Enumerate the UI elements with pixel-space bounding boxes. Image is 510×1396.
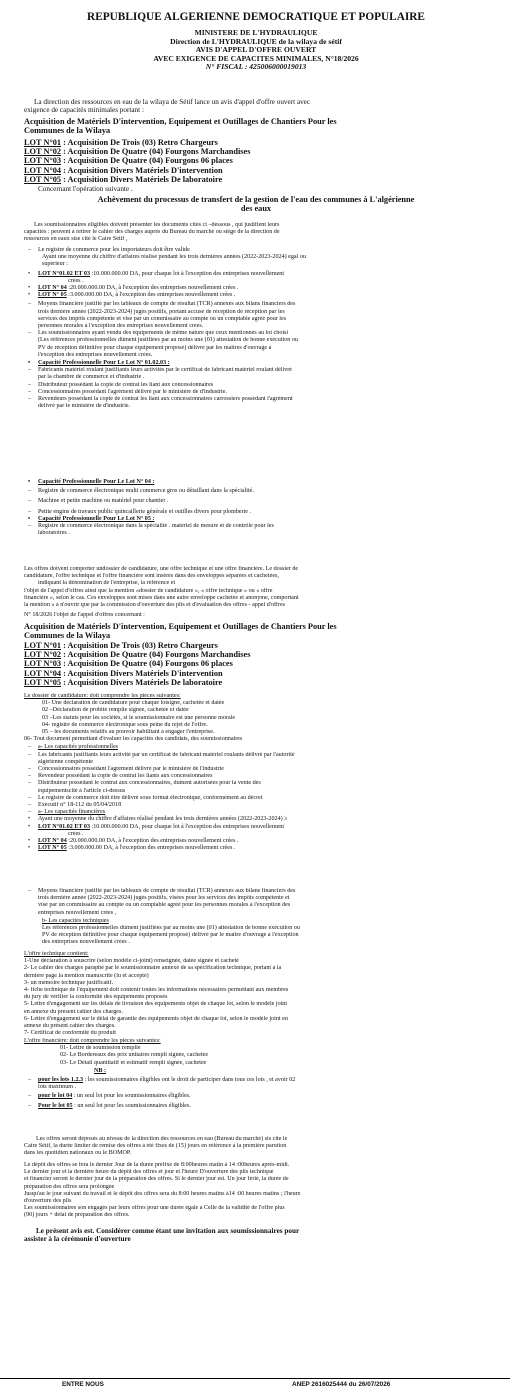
- eligibility-paragraph: [24, 222, 488, 244]
- object-title-line: Acquisition de Matériels D'intervention, Equipement et Outillages de Chantiers Pour les: [24, 622, 337, 631]
- financial-means-2: [24, 888, 488, 947]
- cap-pro-05-heading: • Capacité Professionnelle Pour Le Lot N° 05 :: [24, 516, 488, 523]
- ca-lot-text: :3.000.000.00 DA, à l'exception des entreprises nouvellement crées .: [66, 292, 236, 299]
- ca-lot-text: :3.000.000.00 DA, à l'exception des entreprises nouvellement crées .: [66, 845, 236, 852]
- lots-list-2: [24, 641, 488, 687]
- lot-item: [24, 641, 488, 650]
- list-item: – Distributeur possédant le contrat aux concessionnaires, dument autorisées pour la vente des équipementscité à l'article ci-dessus: [24, 780, 488, 794]
- ca-lot-label: LOT N°01.02 ET 03: [38, 270, 90, 277]
- ca-lot-item: [24, 845, 488, 852]
- fiscal-number: N° FISCAL : 425006000019013: [205, 62, 307, 72]
- ca-lot-label: LOT N° 04: [38, 285, 67, 292]
- nb-lot-label: pour les lots 1.2.3: [38, 1077, 84, 1084]
- page-footer: [0, 1378, 510, 1393]
- lots-list-1: [24, 138, 488, 184]
- lot-label: LOT N°01: [24, 138, 62, 147]
- ca-text: supérieur :: [42, 261, 68, 268]
- lot-label: LOT N°02: [24, 650, 62, 660]
- ca-line: [24, 254, 488, 268]
- lot-text: : Acquisition De Quatre (04) Fourgons 06 places: [61, 156, 233, 166]
- avis-title: AVIS D'APPEL D'OFFRE OUVERT: [195, 45, 317, 55]
- ca-lot-item: [24, 271, 488, 285]
- lot-label: LOT N°05: [24, 174, 62, 184]
- nb-lot-cont: lots maximum .: [38, 1084, 77, 1091]
- offers-paragraph: Les offres doivent comporter undossier de candidature, une offre technique et une offre financière. Le dossier de candidature, l'offre technique et l'offre financière sont insérés dans des enveloppes séparées et cachetées, indiquant la dénomination de l'entreprise, la référence et l'objet de l'appel d'offres ainsi que la mention «dossier de candidature », « offre technique » ou « offre financière », selon le cas. Ces enveloppes sont mises dans une autre enveloppe cachetée et anonyme, comportant la mention « à n'ouvrir que par la commission d'ouverture des plis et d'évaluation des offres - appel d'offres N° 18/2026 l'objet de l'appel d'offres concernant :: [24, 566, 299, 619]
- nb-item: [24, 1077, 488, 1091]
- lot-item: [24, 156, 488, 165]
- lot-label: LOT N°03: [24, 659, 62, 669]
- ca-lot-label: LOT N° 04: [38, 838, 67, 845]
- references-item: – Les soumissionnaires ayant vendu des équipements de même nature que ceux mentionnés au lot choisi (Les références professionnelles dûment justifiées par au moins une (01) attestation de bonne exécution ou PV de réception définitive pour chaque équipement proposé) délivré par les maîtres d'ouvrage à l'exception des entreprises nouvellement crées.: [24, 330, 488, 359]
- requirements-section-2: [24, 479, 488, 537]
- cap-tech: b- Les capacités techniques Les références professionnelles dûment justifiées par au moins une (01) attestation de bonne exécution ou PV de réception définitive pour chaque équipement proposé) délivré par le maître d'ouvrage à l'exception des entreprises nouvellement crées .: [24, 918, 488, 947]
- lot-item: [24, 175, 488, 184]
- lot-label: LOT N°05: [24, 677, 62, 687]
- cap-pro-123-heading: • Capacité Professionnelle Pour Le Lot N° 01.02.03 :: [24, 360, 488, 367]
- list-item: – Le registre de commerce pour les importateurs doit être valide: [24, 247, 488, 254]
- lot-text: : Acquisition De Quatre (04) Fourgons Marchandises: [61, 147, 251, 157]
- nb-lot-text: : les soumissionnaires éligibles ont le droit de participer dans tous ces lots , et avoir 02: [83, 1077, 296, 1084]
- fin-offer-items: 01- Lettre de soumission remplie 02- Le Bordereaux des prix unitaires rempli signée, cachetée 03- Le Détail quantitatif et estimatif rempli signée, cachetée: [60, 1045, 209, 1066]
- footer-right: ANEP 2616025444 du 26/07/2026: [292, 1381, 391, 1388]
- ca-lot-label: LOT N° 05: [38, 292, 67, 299]
- list-item: – Fabricants matériel roulant justifiants leurs activités par le certificat de fabricant matériel roulant délivré par la chambre de commerce et d'industrie .: [24, 367, 488, 381]
- lot-text: : Acquisition Divers Matériels De laboratoire: [61, 677, 223, 687]
- nb-item: [24, 1103, 488, 1110]
- footer-left: ENTRE NOUS: [62, 1381, 104, 1388]
- lot-item: [24, 650, 488, 659]
- achievement-line: des eaux: [240, 204, 272, 214]
- fin-offer-title: L'offre financière: doit comprendre les pièces suivantes:: [24, 1038, 161, 1044]
- cap-tech-heading: b- Les capacités techniques: [42, 917, 109, 924]
- candidature-item-6: 06- Tout document permettant d'évaluer les capacités des candidats, des soumissionnaires: [24, 736, 243, 743]
- lot-label: LOT N°01: [24, 641, 62, 650]
- intro-paragraph: [24, 98, 488, 114]
- achievement-title: [24, 195, 488, 213]
- lot-text: : Acquisition Divers Matériels D'intervention: [61, 165, 223, 175]
- ca-lot-cont: crées .: [68, 830, 84, 837]
- concernant-line: Concernant l'opération suivante .: [38, 185, 133, 193]
- eligibility-line: Les soumissionnaires éligibles doivent présenter les documents cités ci –dessous , qui justifient leurs: [34, 222, 280, 228]
- ca-lot-text: :20.000.000.00 DA, à l'exception des entreprises nouvellement crées .: [66, 285, 239, 292]
- ministry-title: MINISTERE DE L'HYDRAULIQUE: [194, 28, 318, 37]
- fin-offer-section: [24, 1038, 488, 1110]
- lot-text: : Acquisition De Quatre (04) Fourgons 06 places: [61, 659, 233, 669]
- list-item: – Revendeur possédant la copie de contrat les liants aux concessionnaires: [24, 773, 488, 780]
- nb-label: NB :: [94, 1067, 107, 1074]
- closing-paragraph-2: Le dépôt des offres se fera le dernier Jour de la durée préfixe de 8:00heures matin à 14 :00heures après-midi. Le dernier jour et la dernière heure du dépôt des offres et jour et l'heure D'ouverture des plis technique et financier seront le dernier jour de la préparation des offres. Si le dernier jour est. Un jour férié, la durée de préparation des offres sera prolongée Jusqu'au le jour suivant du travail et le dépôt des offres sera du 8:00 heures matins à14 :00 heures matins ; l'heure d'ouverture des plis Les soumissionnaires son engagés par leurs offres pour une durée égale à Celle de la validité de l'offre plus (90) jours + délai de préparation des offres.: [24, 1162, 301, 1219]
- list-item: – Registre de commerce électronique multi commerce gros ou détaillant dans la spécialité.: [24, 488, 488, 495]
- ca-lot-text: :10.000.000.00 DA, pour chaque lot à l'exception des entreprises nouvellement: [90, 270, 285, 277]
- lot-item: [24, 669, 488, 678]
- financial-item: – Moyens financière justifié par les tableaux de compte de résultat (TCR) annexés aux bilans financiers des trois dernière année (2022-2023-2024) jugés positifs, portant accusé de réception de réception par les services des impôts compétente et visé par un commissaire au compte ou un comptable agréé pour les personnes morales à l'exception des entreprises nouvellement crées.: [24, 301, 488, 330]
- ca-lot-text: :20.000.000.00 DA, à l'exception des entreprises nouvellement crées .: [66, 838, 239, 845]
- list-item: – Petite engins de travaux public quincaillerie générale et outilles divers pour plomberie .: [24, 509, 488, 516]
- final-statement: Le présent avis est. Considérer comme étant une invitation aux soumissionnaires pour assister à la cérémonie d'ouverture: [24, 1227, 300, 1244]
- lot-text: : Acquisition Divers Matériels D'intervention: [61, 668, 223, 678]
- direction-title: Direction de L'HYDRAULIQUE de la wilaya de sétif: [170, 36, 342, 46]
- nb-lot-label: pour le lot 04: [38, 1093, 73, 1100]
- list-item: – Le registre de commerce doit être délivré sous format électronique, conformément au décret: [24, 795, 488, 802]
- achievement-line: Achèvement du processus de transfert de la gestion de l'eau des communes à L'algérienne: [97, 195, 415, 204]
- object-title-line: Communes de la Wilaya: [24, 631, 111, 641]
- lot-text: : Acquisition De Quatre (04) Fourgons Marchandises: [61, 650, 251, 660]
- cap-pro-04-heading: • Capacité Professionnelle Pour Le Lot N° 04 :: [24, 479, 488, 486]
- list-item: – Exécutif n° 18-112 du 05/04/2018: [24, 802, 488, 809]
- list-item: – Concessionnaires possédant l'agrément délivré par le ministère de d'industrie.: [24, 389, 488, 396]
- list-item: – Les fabricants justifiants leurs activité par un certificat de fabricant matériel roulants délivré par l'autorité algérienne compétente: [24, 752, 488, 766]
- lot-label: LOT N°02: [24, 147, 62, 157]
- list-item: – Concessionnaires possédant l'agrément délivré par le ministère de l'industrie: [24, 766, 488, 773]
- ca-lot-label: LOT N°01.02 ET 03: [38, 823, 90, 830]
- list-item: – Distributeur possédant la copie de contrat les liant aux concessionnaires: [24, 382, 488, 389]
- eligibility-line: capacités : peuvent à retirer le cahier des charges auprès du Bureau du marché ou siège de la direction de: [24, 229, 280, 236]
- nb-item: [24, 1093, 488, 1100]
- nb-lot-text: : un seul lot pour les soumissionnaires éligibles.: [72, 1093, 191, 1100]
- lot-item: [24, 678, 488, 687]
- candidature-items: 01- Une déclaration de candidature pour chaque lotsigné, cachetée et datée 02 –Déclaration de probité remplie signée, cachetée et datée 03 –Les statuts pour les sociétés, si le soumissionnaire est une personne morale 04- registre de commerce électronique sous peine du rejet de l'offre. 05 – les documents relatifs au pouvoir habilitant à engager l'entreprise.: [42, 700, 236, 736]
- ca-lot-text: :10.000.000.00 DA, pour chaque lot à l'exception des entreprises nouvellement: [90, 823, 285, 830]
- republic-title: REPUBLIQUE ALGERIENNE DEMOCRATIQUE ET POPULAIRE: [87, 11, 425, 23]
- list-item: – Machine et petite machine ou matériel pour chantier .: [24, 498, 488, 505]
- lot-text: : Acquisition De Trois (03) Retro Chargeurs: [61, 138, 218, 147]
- object-title-line: Communes de la Wilaya: [24, 126, 111, 136]
- tech-offer-section: L'offre technique contient: 1-Une déclaration à souscrire (selon modèle ci-joint) renseignée, datée signée et cacheté 2- Le cahier des charges paraphé par le soumissionnaire annexé de sa spécification technique, portant à la dernière page la mention manuscrite (lu et accepté) 3- un mémoire technique justificatif. 4- fiche technique de l'équipement doit contenir toutes les informations nécessaires permettant aux membres du jury de vérifier la conformité des équipements proposés 5- Lettre d'engagement sur les délais de livraison des équipements objet de chaque lot, selon le modèle joint en annexe du présent cahier des charges. 6- Lettre d'engagement sur le délai de garantie des équipements objet de chaque lot, selon le modèle joint en annexe du présent cahier des charges. 7- Certificat de conformité du produit: [24, 951, 488, 1037]
- ca-lot-cont: crées .: [68, 277, 84, 284]
- nb-lot-label: Pour le lot 05: [38, 1102, 73, 1109]
- lot-item: [24, 147, 488, 156]
- candidature-title: Le dossier de candidature: doit comprendre les pièces suivantes:: [24, 693, 181, 699]
- cap-fin-line: • Ayant une moyenne du chiffre d'affaires réalisé pendant les trois dernières années (2022-2023-2024) ≥: [24, 816, 488, 823]
- eligibility-line: ressources en eaux sise cité le Caire Sétif ,: [24, 236, 128, 243]
- ca-text: Ayant une moyenne du chiffre d'affaires réalisé pendant les trois dernières années (2022-2023-2024) égal ou: [42, 254, 306, 261]
- object-title-line: Acquisition de Matériels D'intervention, Equipement et Outillages de Chantiers Pour les: [24, 117, 337, 126]
- lot-label: LOT N°04: [24, 668, 62, 678]
- list-item: – Revendeurs possédant la copie de contrat les liant aux concessionnaires carrossiers possédant l'agrément délivré par le ministère de d'industrie.: [24, 396, 488, 410]
- tech-offer-title: L'offre technique contient:: [24, 951, 89, 957]
- ca-lot-item: [24, 824, 488, 838]
- ca-lot-label: LOT N° 05: [38, 845, 67, 852]
- lot-text: : Acquisition Divers Matériels De laboratoire: [61, 174, 223, 184]
- lot-label: LOT N°03: [24, 156, 62, 166]
- lot-label: LOT N°04: [24, 165, 62, 175]
- intro-line: exigence de capacités minimales portant :: [24, 106, 144, 115]
- lot-item: [24, 659, 488, 668]
- lot-item: [24, 138, 488, 147]
- cap-fin-heading: – a- Les capacités financières: [24, 809, 488, 816]
- requirements-section-1: [24, 247, 488, 410]
- closing-paragraph-1: Les offres seront déposés au niveau de la direction des ressources en eau (Bureau du marché) sis cite le Caire Sétif, la durée limiter de remise des offres à été fixes de (15) jours en référence à la première parution dans les quotidien nationaux ou le BOMOP.: [24, 1136, 288, 1157]
- object-title: [24, 117, 488, 135]
- list-item: – Registre de commerce électronique dans la spécialité . matériel de mesure et de contrôle pour les laboratoires .: [24, 523, 488, 537]
- nb-lot-text: : un seul lot pour les soumissionnaires éligibles.: [72, 1102, 191, 1109]
- notice-header: [24, 10, 488, 72]
- candidature-section: [24, 693, 488, 852]
- object-title-2: [24, 622, 488, 640]
- exigence-title: AVEC EXIGENCE DE CAPACITES MINIMALES, N°18/2026: [153, 53, 359, 63]
- cap-pro-heading: – a- Les capacités professionnelles: [24, 744, 488, 751]
- intro-line: La direction des ressources en eau de la wilaya de Sétif lance un avis d'appel d'offre ouvert avec: [34, 98, 311, 106]
- lot-item: [24, 166, 488, 175]
- ca-lot-item: [24, 292, 488, 299]
- lot-text: : Acquisition De Trois (03) Retro Chargeurs: [61, 641, 218, 650]
- financial-item: – Moyens financière justifié par les tableaux de compte de résultat (TCR) annexés aux bilans financiers des trois dernière année (2022-2023-2024) jugés positifs, visées pour les services des impôts compétente et visé par un commissaire au compte ou un comptable agréé pour les personnes morales à l'exception des entreprises nouvellement crées ,: [24, 888, 488, 917]
